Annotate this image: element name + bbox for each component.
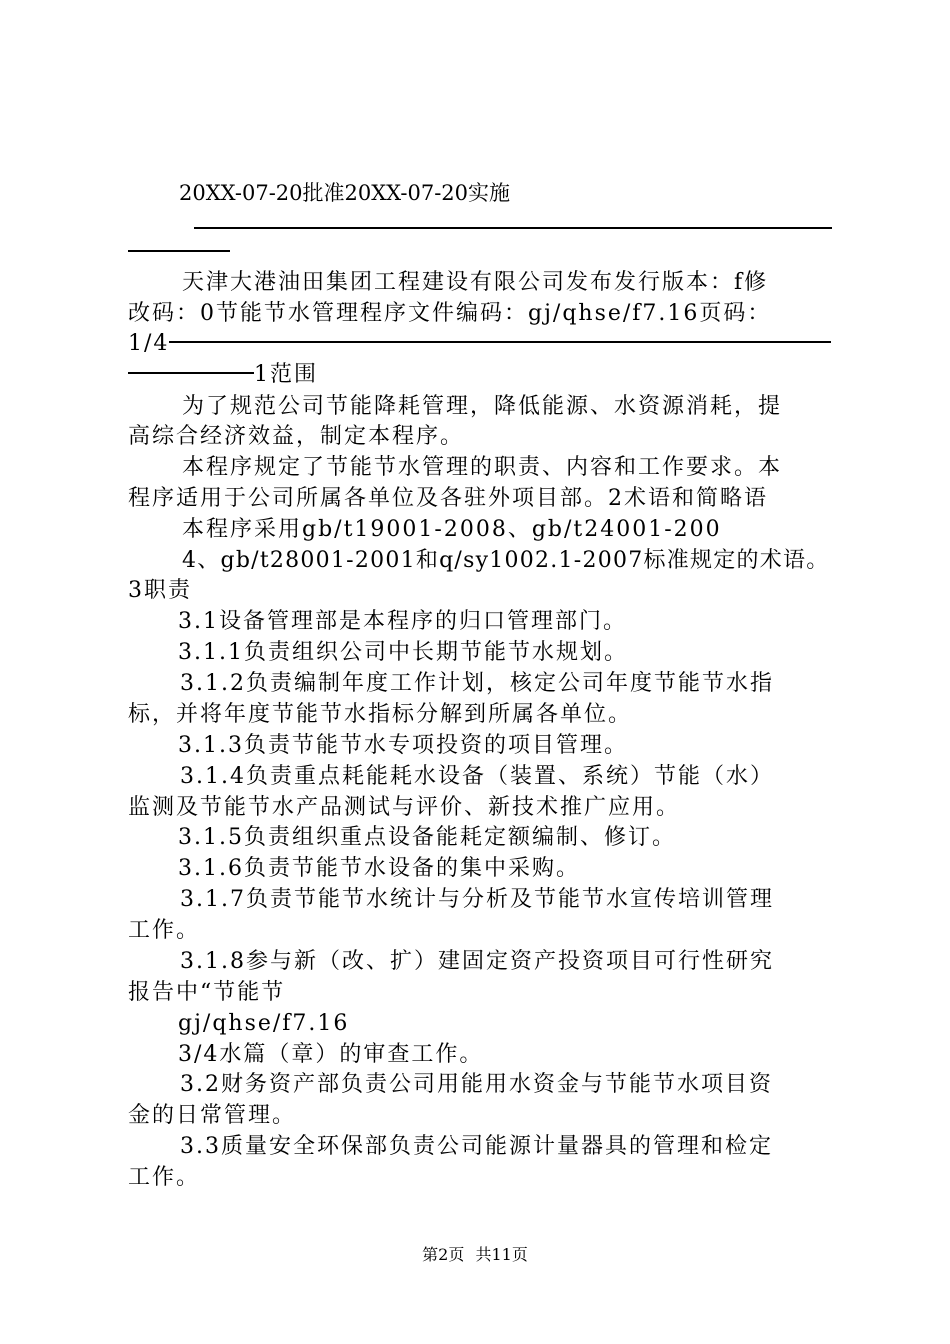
body-line: 3.1.5负责组织重点设备能耗定额编制、修订。 — [178, 825, 676, 850]
body-line: 1/4 — [128, 331, 170, 356]
header-rule-bottom — [128, 250, 230, 252]
body-line: 3.3质量安全环保部负责公司能源计量器具的管理和检定 — [180, 1134, 773, 1159]
body-line: 本程序规定了节能节水管理的职责、内容和工作要求。本 — [182, 455, 783, 480]
section-heading: 1范围 — [254, 362, 318, 387]
body-line: 3.1.1负责组织公司中长期节能节水规划。 — [178, 640, 628, 665]
body-line: 改码：0节能节水管理程序文件编码：gj/qhse/f7.16页码： — [128, 301, 772, 326]
inline-rule — [169, 341, 831, 343]
page-total: 共11页 — [475, 1245, 528, 1264]
date-line: 20XX-07-20批准20XX-07-20实施 — [179, 181, 511, 205]
page-number: 第2页 — [422, 1245, 465, 1264]
header-rule-top — [194, 227, 832, 229]
body-line-with-rule — [128, 360, 318, 390]
body-line: 3.1.7负责节能节水统计与分析及节能节水宣传培训管理 — [180, 887, 774, 912]
body-line: 报告中“节能节 — [128, 980, 286, 1005]
body-line: 3.1.2负责编制年度工作计划，核定公司年度节能节水指 — [180, 671, 774, 696]
body-line: 3.1.4负责重点耗能耗水设备（装置、系统）节能（水） — [180, 764, 774, 789]
body-line: 工作。 — [128, 1165, 201, 1190]
page-footer — [0, 1244, 950, 1266]
body-line: 3/4水篇（章）的审查工作。 — [178, 1042, 484, 1067]
body-line: gj/qhse/f7.16 — [178, 1011, 350, 1036]
body-line: 3.1.8参与新（改、扩）建固定资产投资项目可行性研究 — [180, 949, 774, 974]
body-line: 高综合经济效益，制定本程序。 — [128, 424, 465, 449]
body-line: 天津大港油田集团工程建设有限公司发布发行版本：f修 — [182, 270, 769, 295]
body-line: 3.1.6负责节能节水设备的集中采购。 — [178, 856, 580, 881]
body-line-with-rule — [128, 329, 831, 359]
body-line: 3.1.3负责节能节水专项投资的项目管理。 — [178, 733, 628, 758]
section-heading: 3职责 — [128, 578, 192, 603]
body-line: 程序适用于公司所属各单位及各驻外项目部。2术语和简略语 — [128, 486, 768, 511]
body-line: 本程序采用gb/t19001-2008、gb/t24001-200 — [182, 517, 722, 542]
body-line: 标，并将年度节能节水指标分解到所属各单位。 — [128, 702, 633, 727]
inline-rule — [128, 372, 254, 374]
body-line: 监测及节能节水产品测试与评价、新技术推广应用。 — [128, 795, 681, 820]
body-line: 3.2财务资产部负责公司用能用水资金与节能节水项目资 — [180, 1072, 773, 1097]
body-line: 4、gb/t28001-2001和q/sy1002.1-2007标准规定的术语。 — [182, 548, 830, 573]
body-line: 金的日常管理。 — [128, 1103, 297, 1128]
body-line: 工作。 — [128, 918, 201, 943]
body-line: 为了规范公司节能降耗管理，降低能源、水资源消耗，提 — [182, 394, 783, 419]
body-line: 3.1设备管理部是本程序的归口管理部门。 — [178, 609, 627, 634]
